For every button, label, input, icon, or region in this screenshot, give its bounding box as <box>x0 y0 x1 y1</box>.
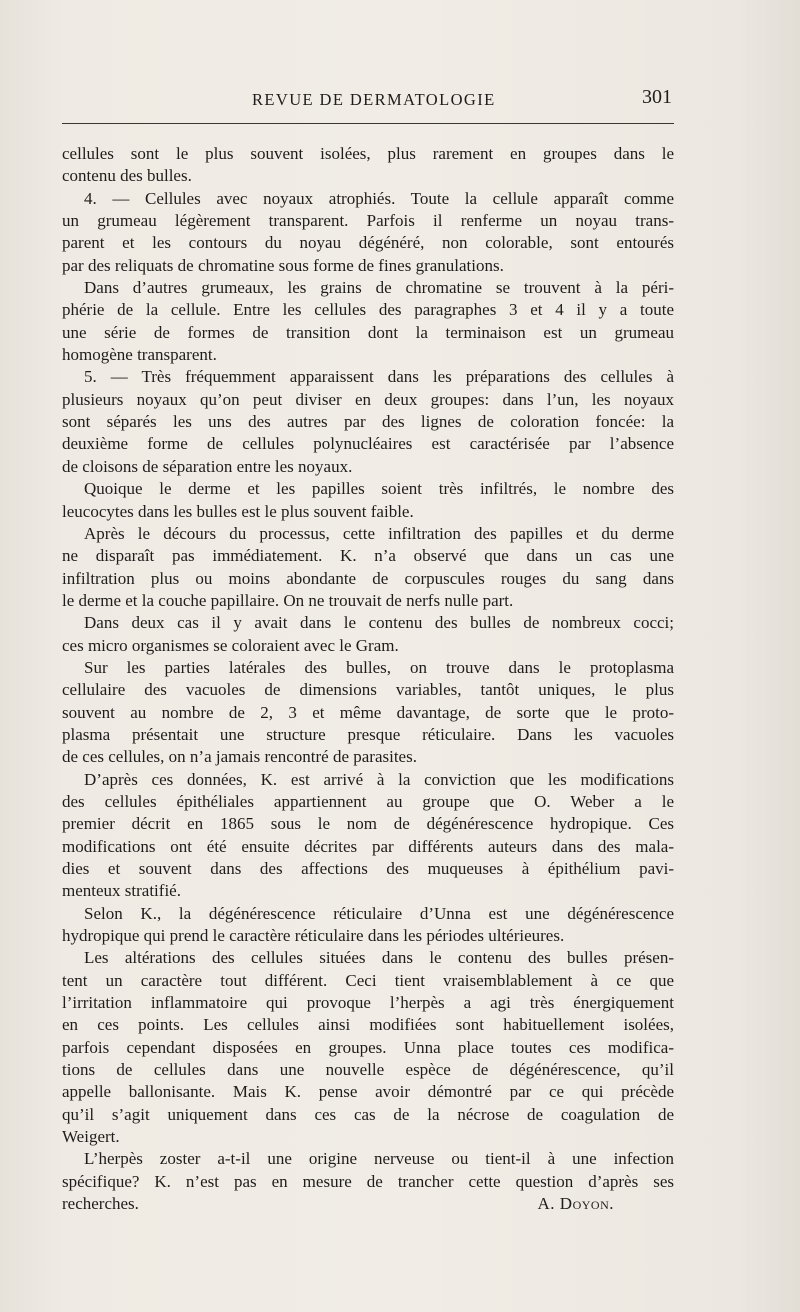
text-line: premier décrit en 1865 sous le nom de dégénérescence hydropique. Ces <box>62 814 674 834</box>
text-line: sont séparés les uns des autres par des lignes de coloration foncée: la <box>62 412 674 432</box>
article-body <box>62 143 674 1216</box>
running-header <box>62 86 674 116</box>
text-line: spécifique? K. n’est pas en mesure de trancher cette question d’après ses <box>62 1171 674 1191</box>
text-line: Quoique le derme et les papilles soient très infiltrés, le nombre des <box>84 479 674 499</box>
text-line: parfois cependant disposées en groupes. Unna place toutes ces modifica- <box>62 1037 674 1057</box>
text-line: le derme et la couche papillaire. On ne trouvait de nerfs nulle part. <box>62 590 514 610</box>
text-line: cellules sont le plus souvent isolées, plus rarement en groupes dans le <box>62 144 674 163</box>
author-signature: A. Doyon. <box>537 1194 614 1214</box>
text-line: infiltration plus ou moins abondante de corpuscules rouges du sang dans <box>62 568 674 588</box>
text-line: deuxième forme de cellules polynucléaires est caractérisée par l’absence <box>62 434 674 454</box>
text-line: menteux stratifié. <box>62 881 181 901</box>
text-line: de cloisons de séparation entre les noyaux. <box>62 456 353 476</box>
text-line: plusieurs noyaux qu’on peut diviser en deux groupes: dans l’un, les noyaux <box>62 389 674 409</box>
text-line: par des reliquats de chromatine sous forme de fines granulations. <box>62 255 504 275</box>
text-line: une série de formes de transition dont la terminaison est un grumeau <box>62 322 674 342</box>
text-line: Sur les parties latérales des bulles, on trouve dans le protoplasma <box>84 657 674 677</box>
text-line: ne disparaît pas immédiatement. K. n’a observé que dans un cas une <box>62 546 674 566</box>
text-line: un grumeau légèrement transparent. Parfois il renferme un noyau trans- <box>62 211 674 231</box>
header-rule <box>62 123 674 124</box>
text-line: l’irritation inflammatoire qui provoque l’herpès a agi très énergiquement <box>62 993 674 1013</box>
text-line: Après le décours du processus, cette infiltration des papilles et du derme <box>84 523 674 543</box>
text-line: hydropique qui prend le caractère réticulaire dans les périodes ultérieures. <box>62 926 565 946</box>
running-title: REVUE DE DERMATOLOGIE <box>252 90 496 109</box>
text-line: phérie de la cellule. Entre les cellules des paragraphes 3 et 4 il y a toute <box>62 300 674 320</box>
text-line: de ces cellules, on n’a jamais rencontré de parasites. <box>62 747 417 767</box>
text-line: qu’il s’agit uniquement dans ces cas de la nécrose de coagulation de <box>62 1104 674 1124</box>
text-line: cellulaire des vacuoles de dimensions variables, tantôt uniques, le plus <box>62 680 674 700</box>
text-line: Dans d’autres grumeaux, les grains de chromatine se trouvent à la péri- <box>84 278 674 298</box>
text-line: Selon K., la dégénérescence réticulaire d’Unna est une dégénérescence <box>84 903 674 923</box>
text-line: 5. — Très fréquemment apparaissent dans les préparations des cellules à <box>84 367 674 387</box>
text-line: ces micro organismes se coloraient avec le Gram. <box>62 635 399 655</box>
text-line: modifications ont été ensuite décrites par différents auteurs dans des mala- <box>62 836 674 856</box>
text-line: tent un caractère tout différent. Ceci tient vraisemblablement à ce que <box>62 970 674 990</box>
text-line: L’herpès zoster a-t-il une origine nerveuse ou tient-il à une infection <box>84 1149 674 1169</box>
closing-line <box>62 1193 674 1215</box>
text-line: D’après ces données, K. est arrivé à la conviction que les modifications <box>84 769 674 789</box>
text-line: souvent au nombre de 2, 3 et même davantage, de sorte que le proto- <box>62 702 674 722</box>
text-line: plasma présentait une structure presque réticulaire. Dans les vacuoles <box>62 724 674 744</box>
text-line: contenu des bulles. <box>62 166 192 186</box>
text-line: Weigert. <box>62 1127 120 1147</box>
text-line: homogène transparent. <box>62 345 217 365</box>
text-line: Dans deux cas il y avait dans le contenu des bulles de nombreux cocci; <box>84 613 674 633</box>
text-line: Les altérations des cellules situées dans le contenu des bulles présen- <box>84 948 674 968</box>
text-line: dies et souvent dans des affections des muqueuses à épithélium pavi- <box>62 859 674 878</box>
page-number: 301 <box>642 86 672 108</box>
text-line: 4. — Cellules avec noyaux atrophiés. Toute la cellule apparaît comme <box>84 188 674 208</box>
text-line: appelle ballonisante. Mais K. pense avoir démontré par ce qui précède <box>62 1082 674 1102</box>
closing-text: recherches. <box>62 1194 139 1214</box>
text-line: leucocytes dans les bulles est le plus souvent faible. <box>62 501 414 521</box>
text-line: parent et les contours du noyau dégénéré, non colorable, sont entourés <box>62 233 674 253</box>
text-line: des cellules épithéliales appartiennent au groupe que O. Weber a le <box>62 791 674 811</box>
text-line: tions de cellules dans une nouvelle espèce de dégénérescence, qu’il <box>62 1060 674 1080</box>
text-line: en ces points. Les cellules ainsi modifiées sont habituellement isolées, <box>62 1015 674 1035</box>
